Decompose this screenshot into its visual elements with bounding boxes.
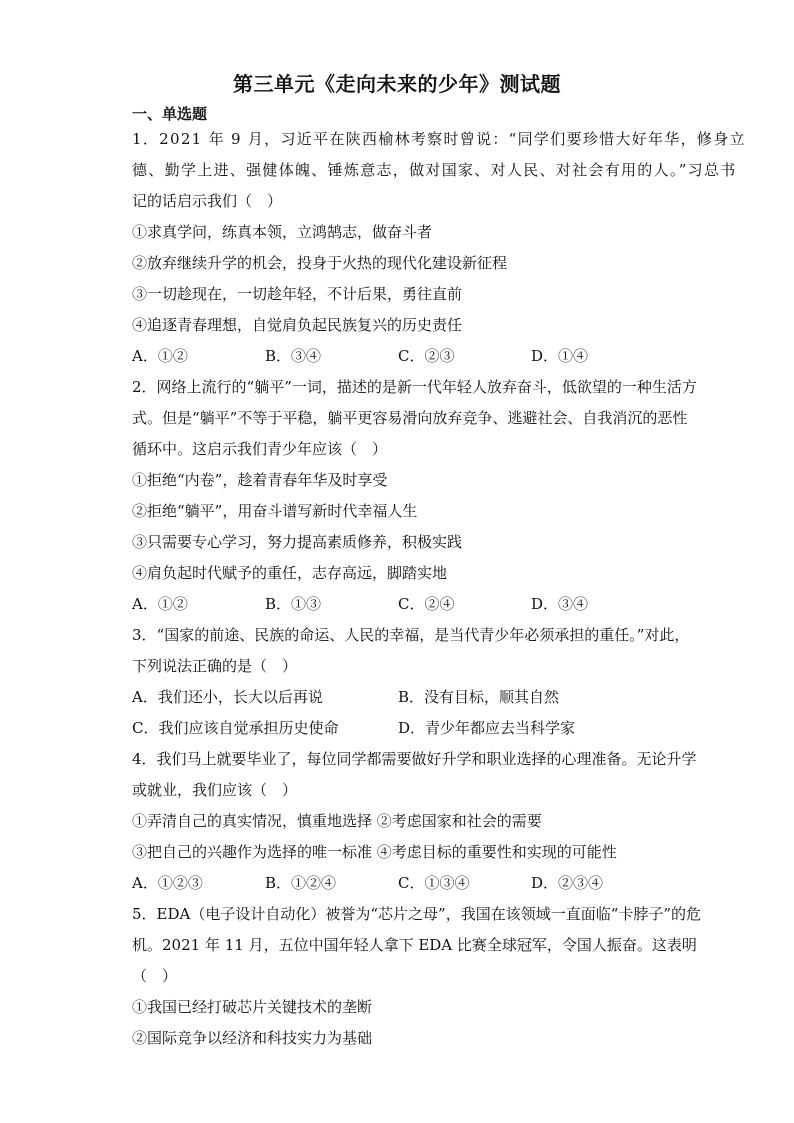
- question-4: [132, 744, 697, 899]
- statement-item: ②放弃继续升学的机会，投身于火热的现代化建设新征程: [132, 254, 508, 272]
- answer-option-c: C．②④: [398, 595, 455, 613]
- answer-option-a: A．①②③: [132, 874, 203, 892]
- answer-option-a: A．①②: [132, 347, 188, 365]
- question-stem-line: 或就业，我们应该（ ）: [132, 781, 298, 799]
- answer-options: [132, 341, 664, 372]
- answer-option-c: C．我们应该自觉承担历史使命: [132, 719, 339, 737]
- answer-options: [132, 589, 664, 620]
- answer-options: [132, 868, 664, 899]
- question-stem-line: 下列说法正确的是（ ）: [132, 657, 298, 675]
- statement-item: ①求真学问，练真本领，立鸿鹄志，做奋斗者: [132, 223, 433, 241]
- question-stem-line: （ ）: [132, 967, 178, 985]
- question-stem-line: 记的话启示我们（ ）: [132, 192, 283, 210]
- statement-item: ①弄清自己的真实情况，慎重地选择 ②考虑国家和社会的需要: [132, 812, 542, 830]
- page-title: 第三单元《走向未来的少年》测试题: [233, 72, 561, 96]
- answer-option-d: D．②③④: [531, 874, 604, 892]
- answer-option-d: D．③④: [531, 595, 589, 613]
- answer-option-a: A．①②: [132, 595, 188, 613]
- question-stem-line: 机。2021 年 11 月，五位中国年轻人拿下 EDA 比赛全球冠军，令国人振奋。这表明: [132, 936, 697, 954]
- statement-item: ①拒绝“内卷”，趁着青春年华及时享受: [132, 471, 388, 489]
- question-list: [132, 124, 746, 1054]
- answer-option-c: C．②③: [398, 347, 455, 365]
- answer-option-d: D．青少年都应去当科学家: [398, 719, 576, 737]
- statement-item: ④肩负起时代赋予的重任，志存高远，脚踏实地: [132, 564, 448, 582]
- question-5: [132, 899, 702, 1054]
- answer-option-c: C．①③④: [398, 874, 470, 892]
- statement-item: ①我国已经打破芯片关键技术的垄断: [132, 998, 373, 1016]
- answer-option-a: A．我们还小，长大以后再说: [132, 688, 323, 706]
- question-stem-line: 5．EDA（电子设计自动化）被誉为“芯片之母”，我国在该领域一直面临“卡脖子”的危: [132, 905, 702, 923]
- section-heading: 一、单选题: [132, 105, 208, 123]
- answer-options: [132, 682, 664, 713]
- statement-item: ②国际竞争以经济和科技实力为基础: [132, 1029, 373, 1047]
- answer-option-d: D．①④: [531, 347, 589, 365]
- question-1: [132, 124, 746, 372]
- statement-item: ④追逐青春理想，自觉肩负起民族复兴的历史责任: [132, 316, 463, 334]
- question-2: [132, 372, 697, 620]
- answer-option-b: B．①②④: [265, 874, 337, 892]
- question-3: [132, 620, 690, 744]
- question-stem-line: 式。但是“躺平”不等于平稳，躺平更容易滑向放弃竞争、逃避社会、自我消沉的恶性: [132, 409, 688, 427]
- answer-option-b: B．③④: [265, 347, 322, 365]
- statement-item: ③一切趁现在，一切趁年轻，不计后果，勇往直前: [132, 285, 463, 303]
- statement-item: ②拒绝“躺平”，用奋斗谱写新时代幸福人生: [132, 502, 418, 520]
- statement-item: ③把自己的兴趣作为选择的唯一标准 ④考虑目标的重要性和实现的可能性: [132, 843, 617, 861]
- answer-option-b: B．没有目标，顺其自然: [398, 688, 560, 706]
- statement-item: ③只需要专心学习，努力提高素质修养，积极实践: [132, 533, 463, 551]
- question-stem-line: 循环中。这启示我们青少年应该（ ）: [132, 440, 388, 458]
- answer-option-b: B．①③: [265, 595, 322, 613]
- question-stem-line: 1．2021 年 9 月，习近平在陕西榆林考察时曾说：“同学们要珍惜大好年华，修身立: [132, 130, 746, 148]
- question-stem-line: 德、勤学上进、强健体魄、锤炼意志，做对国家、对人民、对社会有用的人。”习总书: [132, 161, 737, 179]
- answer-options: [132, 713, 664, 744]
- question-stem-line: 2．网络上流行的“躺平”一词，描述的是新一代年轻人放弃奋斗，低欲望的一种生活方: [132, 378, 697, 396]
- question-stem-line: 4．我们马上就要毕业了，每位同学都需要做好升学和职业选择的心理准备。无论升学: [132, 750, 697, 768]
- question-stem-line: 3．“国家的前途、民族的命运、人民的幸福，是当代青少年必须承担的重任。”对此，: [132, 626, 690, 644]
